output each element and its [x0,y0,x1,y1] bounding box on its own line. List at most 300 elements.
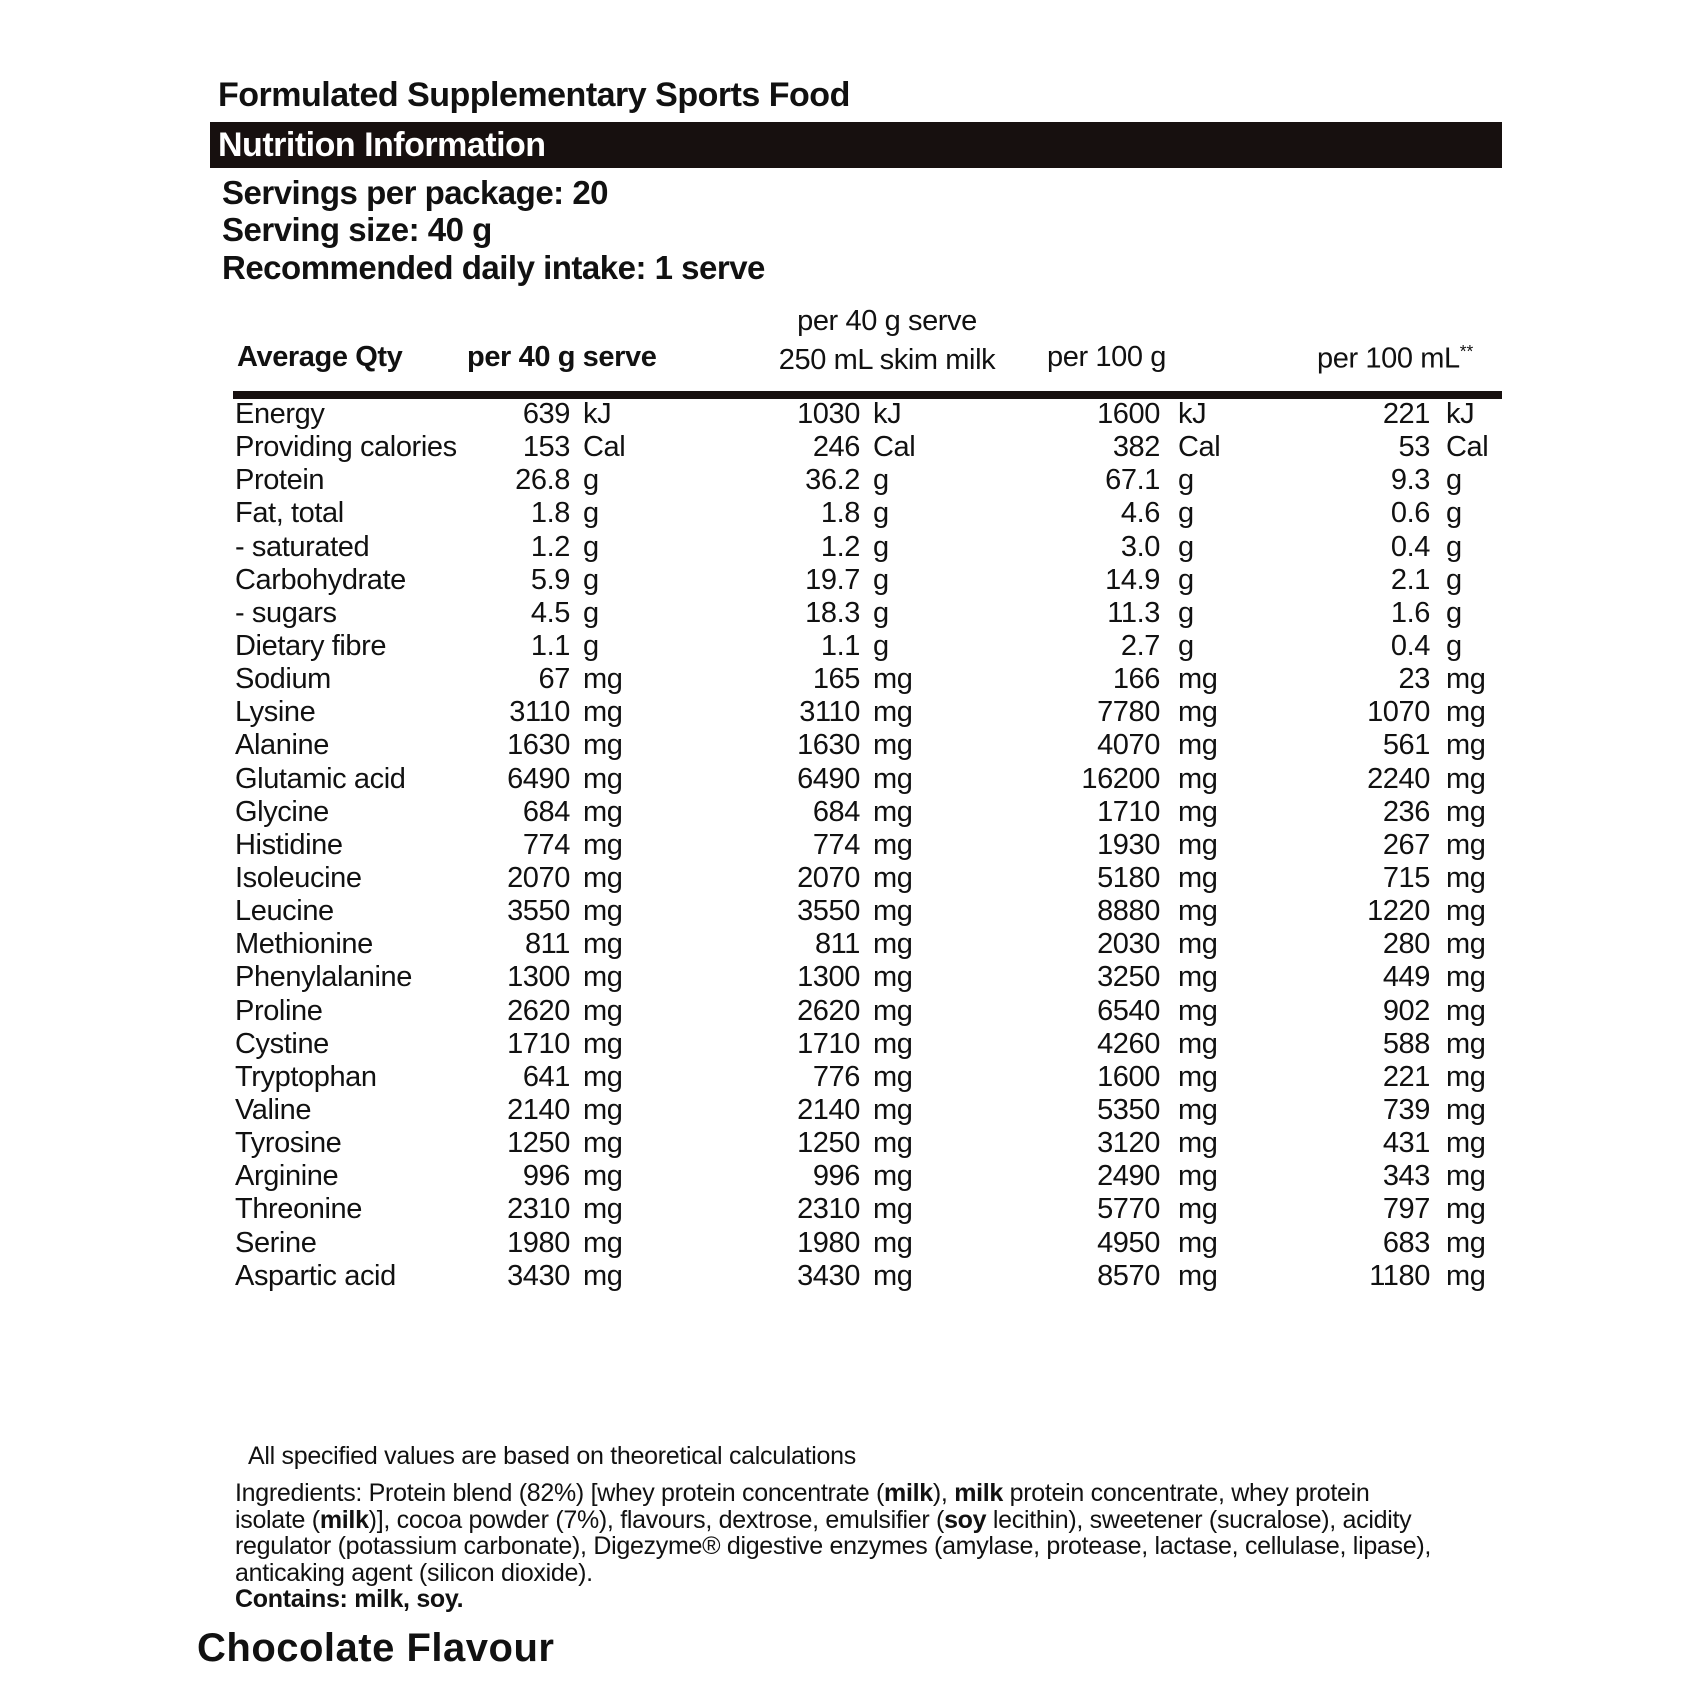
unit-per-100g: mg [1178,861,1218,894]
table-row [235,464,1502,497]
unit-per-100ml: mg [1446,1160,1486,1193]
unit-with-skim-milk: mg [873,994,913,1027]
unit-with-skim-milk: mg [873,729,913,762]
ingredients-line [235,1480,1431,1507]
value-per-100g: 1930 [1097,828,1160,861]
ingredients-line [235,1507,1431,1534]
value-per-serve: 639 [522,398,570,430]
unit-per-100g: mg [1178,795,1218,828]
nutrient-label: Glutamic acid [235,762,406,795]
unit-per-100g: g [1178,497,1194,530]
unit-per-serve: Cal [583,431,626,464]
value-with-skim-milk: 1.1 [820,629,860,662]
value-per-100ml: 739 [1382,1093,1430,1126]
unit-per-100g: mg [1178,762,1218,795]
value-per-serve: 67 [538,663,570,696]
nutrient-label: Arginine [235,1160,339,1193]
column-header-with-skim-milk [747,302,1027,380]
value-per-100g: 67.1 [1105,464,1160,497]
value-per-100g: 7780 [1097,696,1160,729]
value-per-serve: 996 [522,1160,570,1193]
value-with-skim-milk: 996 [812,1160,860,1193]
value-per-100g: 166 [1112,663,1160,696]
unit-per-serve: mg [583,861,623,894]
value-with-skim-milk: 1.2 [820,530,860,563]
nutrition-rows [235,398,1502,1293]
nutrient-label: - sugars [235,596,337,629]
nutrient-label: Isoleucine [235,861,362,894]
unit-per-100ml: mg [1446,828,1486,861]
ingredients-line [235,1533,1431,1560]
value-per-100ml: 267 [1382,828,1430,861]
unit-per-100ml: g [1446,497,1462,530]
unit-per-100ml: mg [1446,1060,1486,1093]
recommended-daily-intake-line: Recommended daily intake: 1 serve [222,249,765,286]
value-per-100g: 3250 [1097,961,1160,994]
table-row [235,531,1502,564]
unit-per-100g: g [1178,464,1194,497]
table-row [235,1028,1502,1061]
value-with-skim-milk: 1300 [797,961,860,994]
value-per-100ml: 221 [1382,1060,1430,1093]
unit-per-100ml: mg [1446,861,1486,894]
value-with-skim-milk: 3550 [797,895,860,928]
column-header-per-100ml [1317,341,1473,376]
value-per-serve: 1.1 [530,629,570,662]
value-with-skim-milk: 2070 [797,861,860,894]
value-per-100ml: 1070 [1367,696,1430,729]
unit-per-100ml: mg [1446,928,1486,961]
nutrient-label: Energy [235,398,325,430]
value-per-100g: 2490 [1097,1160,1160,1193]
unit-with-skim-milk: kJ [873,398,902,430]
table-row [235,928,1502,961]
nutrient-label: Fat, total [235,497,344,530]
value-with-skim-milk: 1710 [797,1027,860,1060]
unit-with-skim-milk: g [873,464,889,497]
table-row [235,564,1502,597]
table-row [235,862,1502,895]
value-per-100g: 4260 [1097,1027,1160,1060]
nutrient-label: Cystine [235,1027,329,1060]
value-per-100g: 5180 [1097,861,1160,894]
unit-per-100ml: mg [1446,1127,1486,1160]
unit-per-100ml: mg [1446,696,1486,729]
unit-per-100g: mg [1178,928,1218,961]
unit-per-100ml: mg [1446,663,1486,696]
allergen-emphasis: milk [954,1479,1004,1507]
value-per-serve: 1630 [507,729,570,762]
table-row [235,696,1502,729]
value-per-serve: 774 [522,828,570,861]
unit-per-100g: g [1178,629,1194,662]
value-per-100ml: 561 [1382,729,1430,762]
value-per-100ml: 431 [1382,1127,1430,1160]
value-per-serve: 2620 [507,994,570,1027]
value-per-100ml: 683 [1382,1226,1430,1259]
unit-per-100g: mg [1178,1127,1218,1160]
allergen-emphasis: soy [944,1505,987,1534]
table-row [235,597,1502,630]
serving-size-line: Serving size: 40 g [222,211,492,248]
unit-per-100ml: mg [1446,729,1486,762]
unit-per-100ml: g [1446,530,1462,563]
unit-with-skim-milk: mg [873,1060,913,1093]
value-per-100ml: 0.4 [1390,629,1430,662]
value-per-serve: 153 [522,431,570,464]
unit-with-skim-milk: mg [873,762,913,795]
nutrient-label: Threonine [235,1193,362,1226]
unit-per-100g: mg [1178,729,1218,762]
value-with-skim-milk: 684 [812,795,860,828]
value-per-serve: 1.2 [530,530,570,563]
unit-per-100g: mg [1178,828,1218,861]
servings-per-package-line: Servings per package: 20 [222,174,609,211]
value-with-skim-milk: 1630 [797,729,860,762]
unit-per-serve: mg [583,961,623,994]
value-with-skim-milk: 2620 [797,994,860,1027]
value-per-100ml: 53 [1398,431,1430,464]
table-row [235,1227,1502,1260]
unit-per-serve: mg [583,994,623,1027]
nutrient-label: Proline [235,994,323,1027]
nutrient-label: Valine [235,1093,312,1126]
ingredients-text: protein concentrate, whey protein [1003,1479,1370,1507]
unit-per-100g: g [1178,530,1194,563]
unit-per-100g: mg [1178,895,1218,928]
unit-per-serve: mg [583,1127,623,1160]
ingredients-text: )], cocoa powder (7%), flavours, dextrose, emulsifier ( [368,1505,945,1534]
value-with-skim-milk: 1250 [797,1127,860,1160]
nutrient-label: Carbohydrate [235,563,406,596]
ingredients-text: ), [932,1479,955,1507]
column-header-average-qty: Average Qty [237,341,403,373]
unit-per-100g: g [1178,596,1194,629]
value-per-100ml: 1.6 [1390,596,1430,629]
table-row [235,663,1502,696]
unit-per-100ml: mg [1446,1193,1486,1226]
unit-per-serve: mg [583,1193,623,1226]
column-header-per-100g: per 100 g [1047,341,1166,373]
value-per-100g: 2.7 [1120,629,1160,662]
nutrient-label: Alanine [235,729,329,762]
unit-with-skim-milk: mg [873,861,913,894]
ingredients-line [235,1560,1431,1587]
value-per-100g: 1600 [1097,1060,1160,1093]
value-per-100g: 5350 [1097,1093,1160,1126]
value-per-serve: 1.8 [530,497,570,530]
value-per-100ml: 0.4 [1390,530,1430,563]
value-per-100ml: 343 [1382,1160,1430,1193]
value-per-100g: 382 [1112,431,1160,464]
ingredients-text: anticaking agent (silicon dioxide). [235,1558,593,1587]
unit-per-100g: mg [1178,1226,1218,1259]
value-per-serve: 1300 [507,961,570,994]
value-with-skim-milk: 18.3 [805,596,860,629]
unit-with-skim-milk: g [873,530,889,563]
value-per-serve: 1250 [507,1127,570,1160]
table-row [235,729,1502,762]
value-per-100ml: 1180 [1369,1259,1430,1292]
nutrient-label: Tryptophan [235,1060,377,1093]
value-per-serve: 811 [524,928,570,961]
nutrition-information-title: Nutrition Information [218,126,546,164]
unit-per-100ml: mg [1446,895,1486,928]
unit-with-skim-milk: g [873,497,889,530]
unit-per-100ml: mg [1446,1027,1486,1060]
value-per-100g: 5770 [1097,1193,1160,1226]
value-per-serve: 1980 [507,1226,570,1259]
unit-per-100g: mg [1178,1259,1218,1292]
value-per-serve: 26.8 [515,464,570,497]
unit-per-serve: g [583,563,599,596]
value-with-skim-milk: 3430 [797,1259,860,1292]
unit-per-serve: mg [583,1060,623,1093]
unit-per-100ml: mg [1446,961,1486,994]
value-per-100g: 6540 [1097,994,1160,1027]
unit-per-serve: g [583,497,599,530]
unit-per-serve: mg [583,663,623,696]
unit-per-100g: kJ [1178,398,1207,430]
ingredients-text: Ingredients: Protein blend (82%) [whey protein concentrate ( [235,1479,885,1507]
unit-per-100g: mg [1178,1160,1218,1193]
value-per-serve: 1710 [507,1027,570,1060]
unit-with-skim-milk: mg [873,663,913,696]
value-per-100g: 16200 [1081,762,1160,795]
value-per-100ml: 902 [1382,994,1430,1027]
table-row [235,895,1502,928]
nutrient-label: Aspartic acid [235,1259,396,1292]
value-per-serve: 4.5 [530,596,570,629]
nutrient-label: Dietary fibre [235,629,387,662]
unit-per-100g: mg [1178,1193,1218,1226]
nutrient-label: Histidine [235,828,343,861]
unit-per-serve: g [583,530,599,563]
value-per-serve: 3430 [507,1259,570,1292]
nutrient-label: Tyrosine [235,1127,342,1160]
value-with-skim-milk: 3110 [799,696,860,729]
unit-with-skim-milk: mg [873,1093,913,1126]
value-per-100ml: 1220 [1367,895,1430,928]
table-row [235,1160,1502,1193]
value-with-skim-milk: 1980 [797,1226,860,1259]
skim-milk-header-line2: 250 mL skim milk [778,344,996,376]
unit-per-serve: mg [583,1093,623,1126]
unit-with-skim-milk: mg [873,1226,913,1259]
unit-with-skim-milk: Cal [873,431,916,464]
value-per-100g: 8570 [1097,1259,1160,1292]
value-per-serve: 641 [522,1060,570,1093]
unit-per-serve: mg [583,895,623,928]
unit-per-serve: mg [583,928,623,961]
value-per-100g: 4070 [1097,729,1160,762]
unit-with-skim-milk: mg [873,961,913,994]
unit-per-100ml: g [1446,596,1462,629]
table-row [235,829,1502,862]
nutrient-label: Phenylalanine [235,961,412,994]
nutrient-label: Methionine [235,928,373,961]
value-with-skim-milk: 2310 [797,1193,860,1226]
table-row [235,630,1502,663]
unit-per-serve: mg [583,762,623,795]
unit-per-100g: g [1178,563,1194,596]
value-with-skim-milk: 1030 [797,398,860,430]
value-per-serve: 2140 [507,1093,570,1126]
value-per-100ml: 588 [1382,1027,1430,1060]
value-per-100ml: 23 [1398,663,1430,696]
value-per-100ml: 236 [1382,795,1430,828]
value-per-100ml: 449 [1382,961,1430,994]
table-row [235,961,1502,994]
ingredients-paragraph [235,1480,1431,1613]
nutrient-label: Protein [235,464,325,497]
ingredients-text: isolate ( [235,1505,320,1534]
unit-per-100ml: mg [1446,762,1486,795]
unit-per-100ml: g [1446,563,1462,596]
unit-per-100ml: kJ [1446,398,1475,430]
unit-with-skim-milk: mg [873,928,913,961]
value-per-100g: 8880 [1097,895,1160,928]
value-per-100ml: 2240 [1367,762,1430,795]
value-per-serve: 2310 [507,1193,570,1226]
nutrient-label: Providing calories [235,431,457,464]
unit-per-serve: g [583,596,599,629]
unit-per-100ml: g [1446,464,1462,497]
unit-per-100g: mg [1178,1093,1218,1126]
value-with-skim-milk: 246 [812,431,860,464]
nutrient-label: Leucine [235,895,334,928]
table-row [235,1193,1502,1226]
value-per-serve: 6490 [507,762,570,795]
value-per-100g: 2030 [1097,928,1160,961]
unit-per-serve: g [583,629,599,662]
table-row [235,1260,1502,1293]
nutrient-label: Glycine [235,795,329,828]
unit-with-skim-milk: mg [873,1027,913,1060]
unit-with-skim-milk: mg [873,1259,913,1292]
value-per-100g: 1600 [1097,398,1160,430]
nutrient-label: - saturated [235,530,370,563]
table-row [235,1127,1502,1160]
nutrient-label: Lysine [235,696,316,729]
unit-per-100ml: mg [1446,1259,1486,1292]
column-header-per-serve: per 40 g serve [467,341,657,373]
unit-with-skim-milk: mg [873,1193,913,1226]
unit-per-serve: mg [583,1259,623,1292]
flavour-name: Chocolate Flavour [197,1626,555,1670]
value-per-serve: 5.9 [530,563,570,596]
value-per-serve: 684 [522,795,570,828]
value-per-100g: 4950 [1097,1226,1160,1259]
value-with-skim-milk: 774 [812,828,860,861]
table-row [235,1061,1502,1094]
unit-with-skim-milk: mg [873,696,913,729]
unit-per-100g: mg [1178,696,1218,729]
unit-with-skim-milk: g [873,596,889,629]
value-per-100ml: 797 [1382,1193,1430,1226]
unit-per-100g: mg [1178,1060,1218,1093]
nutrition-information-bar [210,122,1502,168]
value-per-serve: 3110 [509,696,570,729]
unit-with-skim-milk: mg [873,895,913,928]
value-with-skim-milk: 811 [814,928,860,961]
unit-per-100ml: mg [1446,994,1486,1027]
unit-with-skim-milk: mg [873,795,913,828]
food-type-title: Formulated Supplementary Sports Food [218,76,850,114]
table-row [235,431,1502,464]
unit-with-skim-milk: g [873,563,889,596]
value-per-serve: 2070 [507,861,570,894]
table-row [235,796,1502,829]
unit-per-serve: mg [583,696,623,729]
value-with-skim-milk: 2140 [797,1093,860,1126]
unit-per-100ml: g [1446,629,1462,662]
double-asterisk-footnote-marker: ** [1459,341,1474,361]
table-row [235,398,1502,431]
value-per-100ml: 2.1 [1390,563,1430,596]
unit-per-100g: mg [1178,994,1218,1027]
unit-per-100ml: mg [1446,795,1486,828]
unit-per-serve: mg [583,729,623,762]
value-with-skim-milk: 6490 [797,762,860,795]
value-with-skim-milk: 1.8 [820,497,860,530]
unit-per-serve: mg [583,828,623,861]
value-with-skim-milk: 19.7 [805,563,860,596]
unit-per-serve: kJ [583,398,612,430]
value-with-skim-milk: 165 [812,663,860,696]
value-per-100g: 3120 [1097,1127,1160,1160]
value-per-100g: 14.9 [1105,563,1160,596]
unit-with-skim-milk: mg [873,1160,913,1193]
unit-per-100g: mg [1178,1027,1218,1060]
table-row [235,995,1502,1028]
value-per-100ml: 715 [1382,861,1430,894]
unit-per-serve: mg [583,1160,623,1193]
value-per-100ml: 9.3 [1390,464,1430,497]
contains-statement: Contains: milk, soy. [235,1585,464,1613]
unit-with-skim-milk: mg [873,1127,913,1160]
value-per-100g: 4.6 [1120,497,1160,530]
unit-per-100ml: Cal [1446,431,1489,464]
unit-per-100ml: mg [1446,1226,1486,1259]
value-per-100g: 11.3 [1107,596,1160,629]
table-row [235,763,1502,796]
value-per-100g: 1710 [1097,795,1160,828]
theoretical-values-footnote: All specified values are based on theoretical calculations [248,1442,856,1470]
skim-milk-header-line1: per 40 g serve [797,305,977,337]
value-per-100ml: 280 [1382,928,1430,961]
unit-with-skim-milk: mg [873,828,913,861]
unit-per-serve: mg [583,1027,623,1060]
unit-per-serve: mg [583,795,623,828]
value-per-100g: 3.0 [1120,530,1160,563]
per-100ml-text: per 100 mL [1317,342,1460,375]
value-per-100ml: 0.6 [1390,497,1430,530]
unit-per-100g: mg [1178,663,1218,696]
unit-per-100ml: mg [1446,1093,1486,1126]
value-with-skim-milk: 36.2 [805,464,860,497]
ingredients-text: regulator (potassium carbonate), Digezyme® digestive enzymes (amylase, protease, lactase, cellulase, lipase), [235,1532,1431,1560]
nutrient-label: Sodium [235,663,331,696]
unit-per-100g: mg [1178,961,1218,994]
unit-per-serve: mg [583,1226,623,1259]
value-per-serve: 3550 [507,895,570,928]
ingredients-text: lecithin), sweetener (sucralose), acidity [986,1505,1412,1534]
nutrient-label: Serine [235,1226,317,1259]
unit-per-serve: g [583,464,599,497]
value-with-skim-milk: 776 [812,1060,860,1093]
unit-with-skim-milk: g [873,629,889,662]
